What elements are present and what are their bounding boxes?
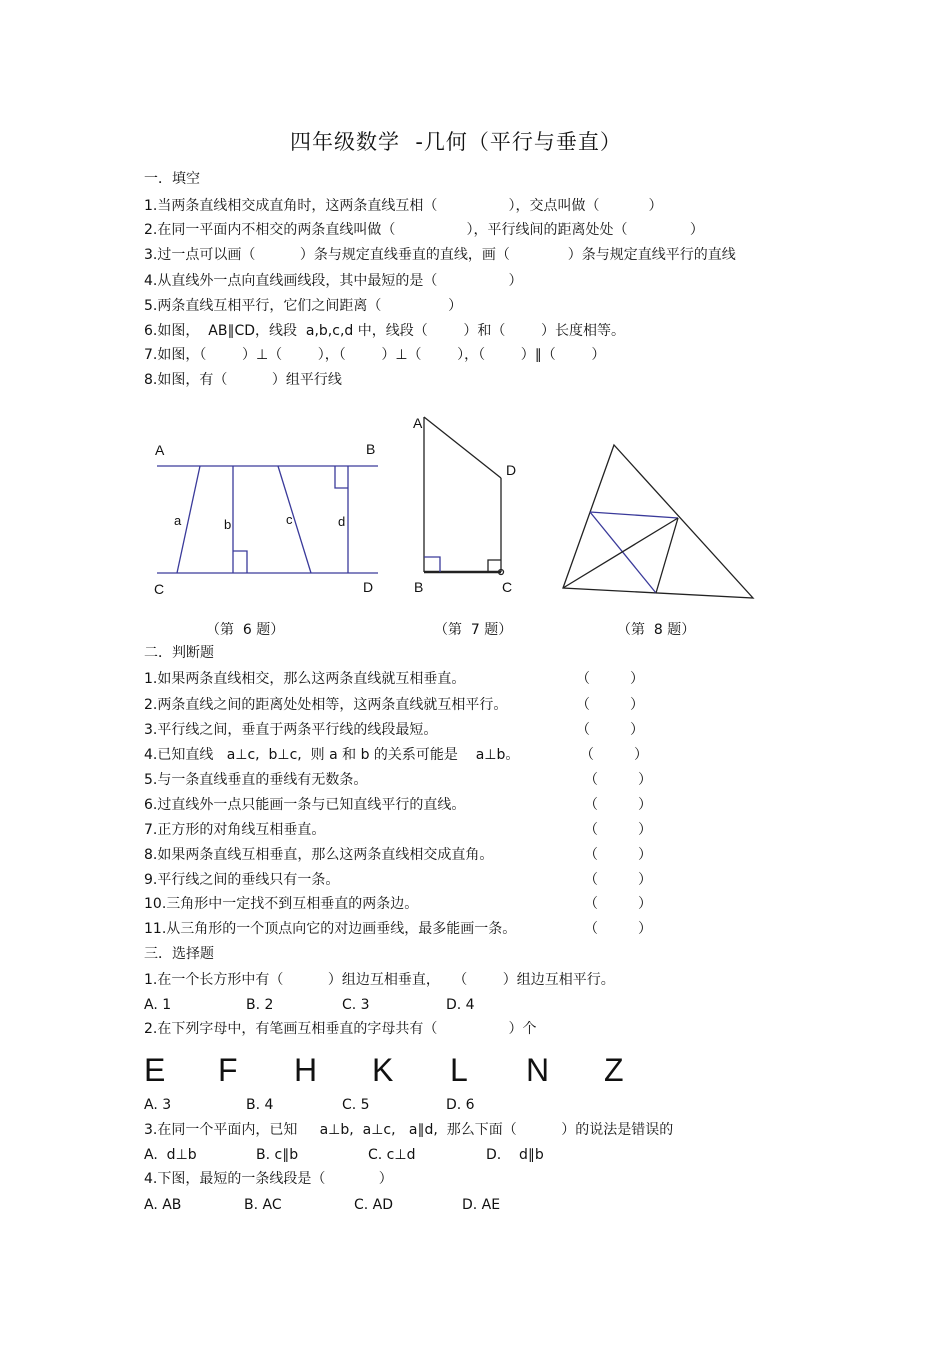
- right-angle-mark-d: [335, 466, 348, 488]
- judge-question-7: 7.正方形的对角线互相垂直。: [144, 822, 326, 838]
- inner-line-diagonal: [590, 512, 656, 593]
- fill-question-1: 1.当两条直线相交成直角时，这两条直线互相（ ），交点叫做（ ）: [144, 198, 663, 214]
- choice-q4-option-b: B. AC: [244, 1197, 282, 1213]
- choice-q2-option-b: B. 4: [246, 1097, 274, 1113]
- section-heading-judge: 二．判断题: [144, 645, 214, 661]
- fig7-label-c: C: [502, 579, 513, 595]
- judge-question-9: 9.平行线之间的垂线只有一条。: [144, 872, 340, 888]
- choice-question-1: 1.在一个长方形中有（ ）组边互相垂直， （ ）组边互相平行。: [144, 972, 615, 988]
- inner-line-top: [590, 512, 678, 518]
- letter-h: H: [294, 1052, 318, 1088]
- right-angle-mark-b: [424, 557, 440, 572]
- judge-question-10: 10.三角形中一定找不到互相垂直的两条边。: [144, 896, 419, 912]
- choice-question-4: 4.下图，最短的一条线段是（ ）: [144, 1171, 393, 1187]
- choice-q1-option-a: A. 1: [144, 997, 172, 1013]
- letter-z: Z: [604, 1052, 624, 1088]
- fill-question-5: 5.两条直线互相平行，它们之间距离（ ）: [144, 298, 463, 314]
- fig6-label-a-point: A: [155, 442, 165, 458]
- judge-question-11: 11.从三角形的一个顶点向它的对边画垂线，最多能画一条。: [144, 921, 517, 937]
- outer-triangle: [563, 445, 753, 598]
- judge-answer-blank-6: （ ）: [584, 797, 653, 813]
- judge-answer-blank-4: （ ）: [580, 747, 649, 763]
- choice-q4-option-a: A. AB: [144, 1197, 182, 1213]
- letter-n: N: [526, 1052, 550, 1088]
- fill-question-2: 2.在同一平面内不相交的两条直线叫做（ ），平行线间的距离处处（ ）: [144, 222, 704, 238]
- fig7-label-b: B: [414, 579, 424, 595]
- choice-q2-option-c: C. 5: [342, 1097, 370, 1113]
- judge-question-4: 4.已知直线 a⊥c, b⊥c, 则 a 和 b 的关系可能是 a⊥b。: [144, 747, 520, 763]
- judge-answer-blank-3: （ ）: [576, 722, 645, 738]
- choice-q1-option-d: D. 4: [446, 997, 475, 1013]
- figure-7-caption: （第 7 题）: [434, 622, 513, 638]
- choice-question-2: 2.在下列字母中，有笔画互相垂直的字母共有（ ）个: [144, 1021, 537, 1037]
- fill-question-7: 7.如图，（ ）⊥（ ），（ ）⊥（ ），（ ）∥（ ）: [144, 347, 606, 363]
- choice-q3-option-a: A. d⊥b: [144, 1147, 197, 1163]
- letter-k: K: [372, 1052, 394, 1088]
- judge-answer-blank-5: （ ）: [584, 772, 653, 788]
- choice-question-3: 3.在同一个平面内，已知 a⊥b, a⊥c, a∥d, 那么下面（ ）的说法是错误的: [144, 1122, 674, 1138]
- choice-q3-option-d: D. d∥b: [486, 1147, 544, 1163]
- fill-question-4: 4.从直线外一点向直线画线段，其中最短的是（ ）: [144, 273, 523, 289]
- judge-answer-blank-2: （ ）: [576, 697, 645, 713]
- section-heading-fill: 一．填空: [144, 171, 200, 187]
- choice-q2-option-d: D. 6: [446, 1097, 475, 1113]
- side-ad: [424, 417, 501, 478]
- fig6-label-c-point: C: [154, 581, 165, 597]
- judge-question-2: 2.两条直线之间的距离处处相等，这两条直线就互相平行。: [144, 697, 508, 713]
- fig7-label-d: D: [506, 462, 517, 478]
- letter-l: L: [450, 1052, 468, 1088]
- fill-question-6: 6.如图， AB∥CD，线段 a,b,c,d 中，线段（ ）和（ ）长度相等。: [144, 323, 625, 339]
- judge-question-6: 6.过直线外一点只能画一条与已知直线平行的直线。: [144, 797, 466, 813]
- judge-answer-blank-8: （ ）: [584, 847, 653, 863]
- fig6-label-b-segment: b: [224, 517, 232, 532]
- fill-question-3: 3.过一点可以画（ ）条与规定直线垂直的直线，画（ ）条与规定直线平行的直线: [144, 247, 736, 263]
- fig6-label-d-segment: d: [338, 514, 346, 529]
- judge-answer-blank-9: （ ）: [584, 872, 653, 888]
- letter-e: E: [144, 1052, 166, 1088]
- judge-question-5: 5.与一条直线垂直的垂线有无数条。: [144, 772, 368, 788]
- choice-q3-option-c: C. c⊥d: [368, 1147, 416, 1163]
- fig6-label-a-segment: a: [174, 513, 182, 528]
- figure-8-caption: （第 8 题）: [617, 622, 696, 638]
- fig6-label-c-segment: c: [286, 512, 293, 527]
- judge-question-1: 1.如果两条直线相交，那么这两条直线就互相垂直。: [144, 671, 466, 687]
- choice-q4-option-c: C. AD: [354, 1197, 394, 1213]
- fig6-label-d-point: D: [363, 579, 374, 595]
- right-angle-mark-b: [233, 551, 247, 573]
- fig6-label-b-point: B: [366, 441, 376, 457]
- judge-question-3: 3.平行线之间，垂直于两条平行线的线段最短。: [144, 722, 438, 738]
- choice-q2-option-a: A. 3: [144, 1097, 172, 1113]
- segment-c: [278, 466, 311, 573]
- figure-6-caption: （第 6 题）: [206, 622, 285, 638]
- choice-q4-option-d: D. AE: [462, 1197, 501, 1213]
- judge-question-8: 8.如果两条直线互相垂直，那么这两条直线相交成直角。: [144, 847, 494, 863]
- judge-answer-blank-1: （ ）: [576, 671, 645, 687]
- judge-answer-blank-7: （ ）: [584, 822, 653, 838]
- section-heading-choice: 三．选择题: [144, 946, 214, 962]
- letter-f: F: [218, 1052, 238, 1088]
- fig7-label-a: A: [413, 415, 423, 431]
- figure-8: [563, 445, 753, 598]
- figure-7: [424, 417, 504, 575]
- judge-answer-blank-10: （ ）: [584, 896, 653, 912]
- choice-q3-option-b: B. c∥b: [256, 1147, 299, 1163]
- choice-q1-option-c: C. 3: [342, 997, 370, 1013]
- fill-question-8: 8.如图，有（ ）组平行线: [144, 372, 342, 388]
- judge-answer-blank-11: （ ）: [584, 921, 653, 937]
- page-title: 四年级数学 -几何（平行与垂直）: [290, 130, 622, 154]
- choice-q1-option-b: B. 2: [246, 997, 274, 1013]
